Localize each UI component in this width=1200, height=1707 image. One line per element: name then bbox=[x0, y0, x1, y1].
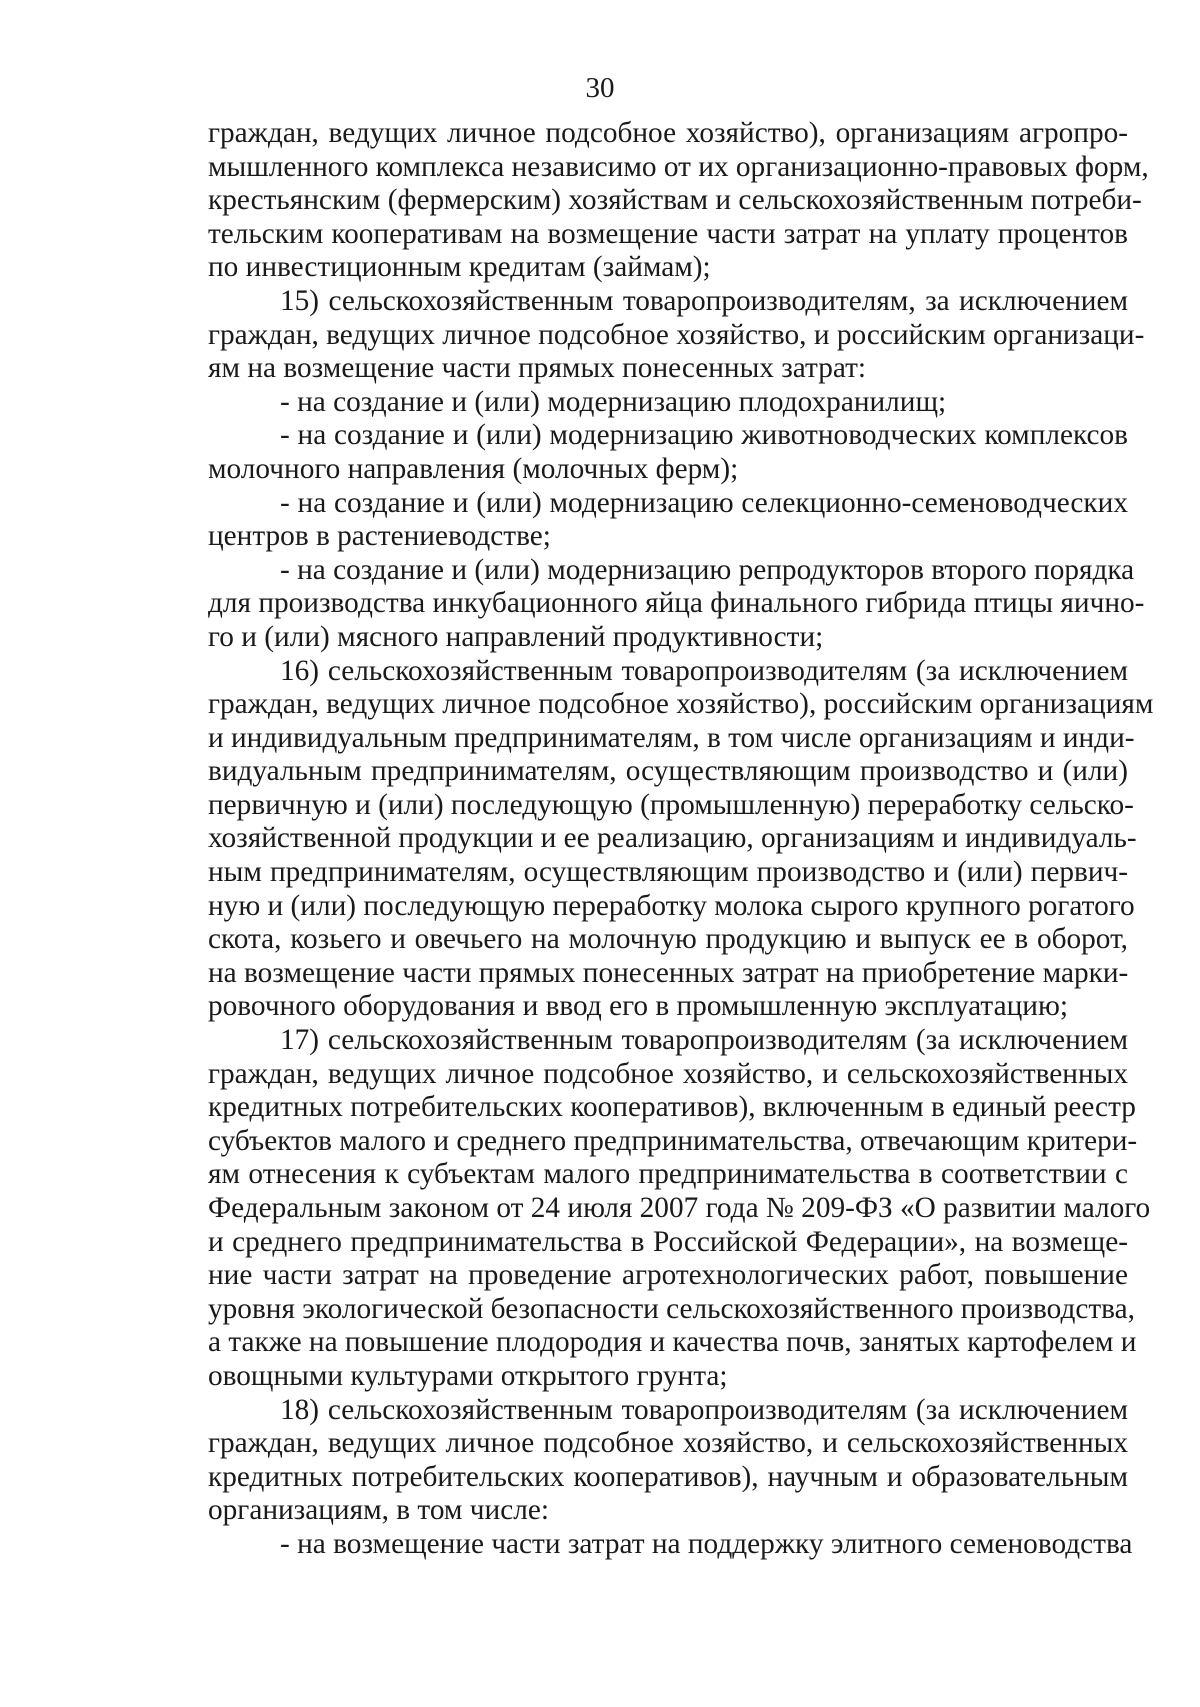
text-line: ям на возмещение части прямых понесенных затрат: bbox=[208, 352, 867, 385]
text-line: Федеральным законом от 24 июля 2007 года № 209-ФЗ «О развитии малого bbox=[208, 1192, 1151, 1224]
text-line: - на создание и (или) модернизацию животноводческих комплексов bbox=[280, 419, 1128, 452]
text-line: кредитных потребительских кооперативов), включенным в единый реестр bbox=[208, 1091, 1136, 1124]
text-line: хозяйственной продукции и ее реализацию, организациям и индивидуаль- bbox=[208, 822, 1137, 855]
text-line: - на создание и (или) модернизацию репродукторов второго порядка bbox=[280, 553, 1135, 586]
text-line: граждан, ведущих личное подсобное хозяйство, и сельскохозяйственных bbox=[208, 1057, 1128, 1090]
text-line: для производства инкубационного яйца финального гибрида птицы яично- bbox=[208, 587, 1145, 620]
text-line: 15) сельскохозяйственным товаропроизводителям, за исключением bbox=[280, 284, 1128, 317]
text-line: центров в растениеводстве; bbox=[208, 520, 551, 553]
text-line: кредитных потребительских кооперативов), научным и образовательным bbox=[208, 1460, 1128, 1493]
text-line: видуальным предпринимателям, осуществляющим производство и (или) bbox=[208, 755, 1128, 788]
text-line: субъектов малого и среднего предпринимательства, отвечающим критери- bbox=[208, 1124, 1138, 1157]
text-line: организациям, в том числе: bbox=[208, 1494, 549, 1527]
text-line: граждан, ведущих личное подсобное хозяйство, и российским организаци- bbox=[208, 318, 1145, 351]
text-line: а также на повышение плодородия и качества почв, занятых картофелем и bbox=[208, 1326, 1137, 1359]
page-number: 30 bbox=[585, 72, 615, 104]
text-line: овощными культурами открытого грунта; bbox=[208, 1359, 728, 1392]
text-line: граждан, ведущих личное подсобное хозяйство), организациям агропро- bbox=[208, 117, 1128, 149]
text-line: ным предпринимателям, осуществляющим производство и (или) первич- bbox=[208, 856, 1128, 889]
text-line: мышленного комплекса независимо от их организационно-правовых форм, bbox=[208, 150, 1149, 183]
text-line: на возмещение части прямых понесенных затрат на приобретение марки- bbox=[208, 956, 1129, 989]
document-body bbox=[208, 117, 1154, 1562]
text-line: ровочного оборудования и ввод его в промышленную эксплуатацию; bbox=[208, 990, 1068, 1023]
text-line: уровня экологической безопасности сельскохозяйственного производства, bbox=[208, 1292, 1135, 1325]
text-line: молочного направления (молочных ферм); bbox=[208, 452, 739, 485]
text-line: го и (или) мясного направлений продуктивности; bbox=[208, 620, 824, 653]
text-line: ние части затрат на проведение агротехнологических работ, повышение bbox=[208, 1259, 1128, 1292]
text-line: ную и (или) последующую переработку молока сырого крупного рогатого bbox=[208, 889, 1135, 922]
text-line: и среднего предпринимательства в Российской Федерации», на возмеще- bbox=[208, 1225, 1128, 1258]
text-line: и индивидуальным предпринимателям, в том числе организациям и инди- bbox=[208, 721, 1135, 754]
text-line: 16) сельскохозяйственным товаропроизводителям (за исключением bbox=[280, 654, 1128, 687]
text-line: 17) сельскохозяйственным товаропроизводителям (за исключением bbox=[280, 1024, 1128, 1057]
text-line: крестьянским (фермерским) хозяйствам и сельскохозяйственным потреби- bbox=[208, 184, 1142, 217]
text-line: по инвестиционным кредитам (займам); bbox=[208, 251, 711, 284]
text-line: первичную и (или) последующую (промышленную) переработку сельско- bbox=[208, 788, 1134, 821]
text-line: граждан, ведущих личное подсобное хозяйство, и сельскохозяйственных bbox=[208, 1427, 1128, 1460]
text-line: 18) сельскохозяйственным товаропроизводителям (за исключением bbox=[280, 1393, 1128, 1426]
text-line: ям отнесения к субъектам малого предпринимательства в соответствии с bbox=[208, 1158, 1128, 1191]
text-line: скота, козьего и овечьего на молочную продукцию и выпуск ее в оборот, bbox=[208, 923, 1128, 956]
text-line: тельским кооперативам на возмещение части затрат на уплату процентов bbox=[208, 217, 1128, 250]
text-line: граждан, ведущих личное подсобное хозяйство), российским организациям bbox=[208, 688, 1154, 721]
text-line: - на возмещение части затрат на поддержку элитного семеноводства bbox=[280, 1527, 1133, 1560]
text-line: - на создание и (или) модернизацию плодохранилищ; bbox=[280, 385, 947, 418]
text-line: - на создание и (или) модернизацию селекционно-семеноводческих bbox=[280, 486, 1128, 519]
